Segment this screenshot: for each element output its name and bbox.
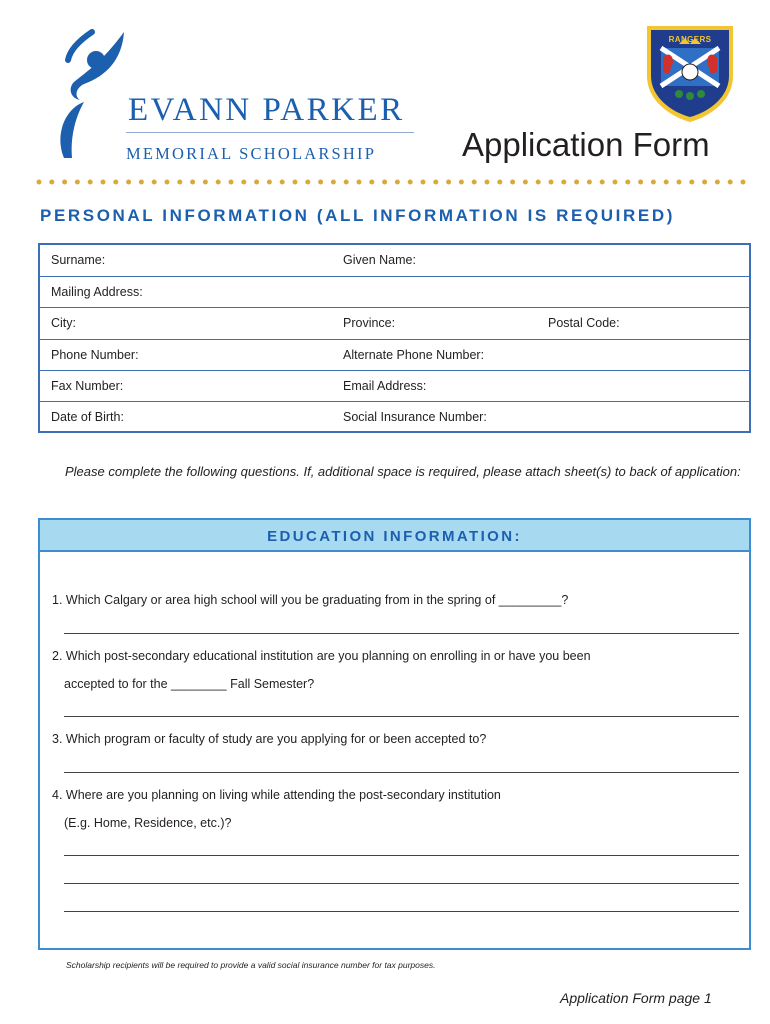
education-header (40, 520, 749, 552)
education-heading: EDUCATION INFORMATION: (267, 528, 522, 545)
pi-row-address (40, 276, 749, 307)
answer-line-3[interactable] (64, 772, 739, 773)
page-title: Application Form (462, 126, 710, 163)
logo-subtitle: MEMORIAL SCHOLARSHIP (126, 144, 377, 163)
surname-field[interactable]: Surname: (51, 253, 106, 267)
question-1: 1. Which Calgary or area high school will you be graduating from in the spring of _________? (52, 593, 569, 607)
province-field[interactable]: Province: (343, 316, 396, 330)
logo-name: EVANN PARKER (128, 92, 405, 128)
alt-phone-field[interactable]: Alternate Phone Number: (343, 348, 485, 362)
pi-row-fax (40, 370, 749, 401)
answer-line-1[interactable] (64, 633, 739, 634)
dotted-divider (36, 178, 756, 186)
pi-row-name (40, 245, 749, 276)
answer-line-4b[interactable] (64, 883, 739, 884)
personal-info-heading: PERSONAL INFORMATION (ALL INFORMATION IS REQUIRED) (40, 206, 675, 225)
rangers-crest (645, 24, 735, 124)
email-field[interactable]: Email Address: (343, 379, 427, 393)
question-2-cont: accepted to for the ________ Fall Semester? (64, 677, 315, 691)
pi-row-dob (40, 401, 749, 432)
pi-row-city (40, 307, 749, 338)
answer-line-4c[interactable] (64, 911, 739, 912)
footnote: Scholarship recipients will be required to provide a valid social insurance number for tax purposes. (66, 960, 436, 970)
fax-field[interactable]: Fax Number: (51, 379, 124, 393)
sin-field[interactable]: Social Insurance Number: (343, 410, 487, 424)
question-4: 4. Where are you planning on living while attending the post-secondary institution (52, 788, 501, 802)
crest-label: RANGERS (668, 35, 712, 44)
answer-line-2[interactable] (64, 716, 739, 717)
instructions-text: Please complete the following questions. If, additional space is required, please attach sheet(s) to back of application: (65, 464, 741, 479)
figure-logo-icon (40, 26, 130, 166)
dob-field[interactable]: Date of Birth: (51, 410, 124, 424)
city-field[interactable]: City: (51, 316, 76, 330)
logo-divider (126, 132, 414, 133)
phone-field[interactable]: Phone Number: (51, 348, 139, 362)
postal-code-field[interactable]: Postal Code: (548, 316, 620, 330)
page-number: Application Form page 1 (560, 990, 712, 1006)
scholarship-logo (40, 26, 420, 166)
personal-info-table (38, 243, 751, 433)
education-section (38, 518, 751, 950)
question-2: 2. Which post-secondary educational institution are you planning on enrolling in or have you been (52, 649, 591, 663)
mailing-address-field[interactable]: Mailing Address: (51, 285, 143, 299)
answer-line-4a[interactable] (64, 855, 739, 856)
question-3: 3. Which program or faculty of study are you applying for or been accepted to? (52, 732, 487, 746)
pi-row-phone (40, 339, 749, 370)
given-name-field[interactable]: Given Name: (343, 253, 416, 267)
question-4-cont: (E.g. Home, Residence, etc.)? (64, 816, 232, 830)
